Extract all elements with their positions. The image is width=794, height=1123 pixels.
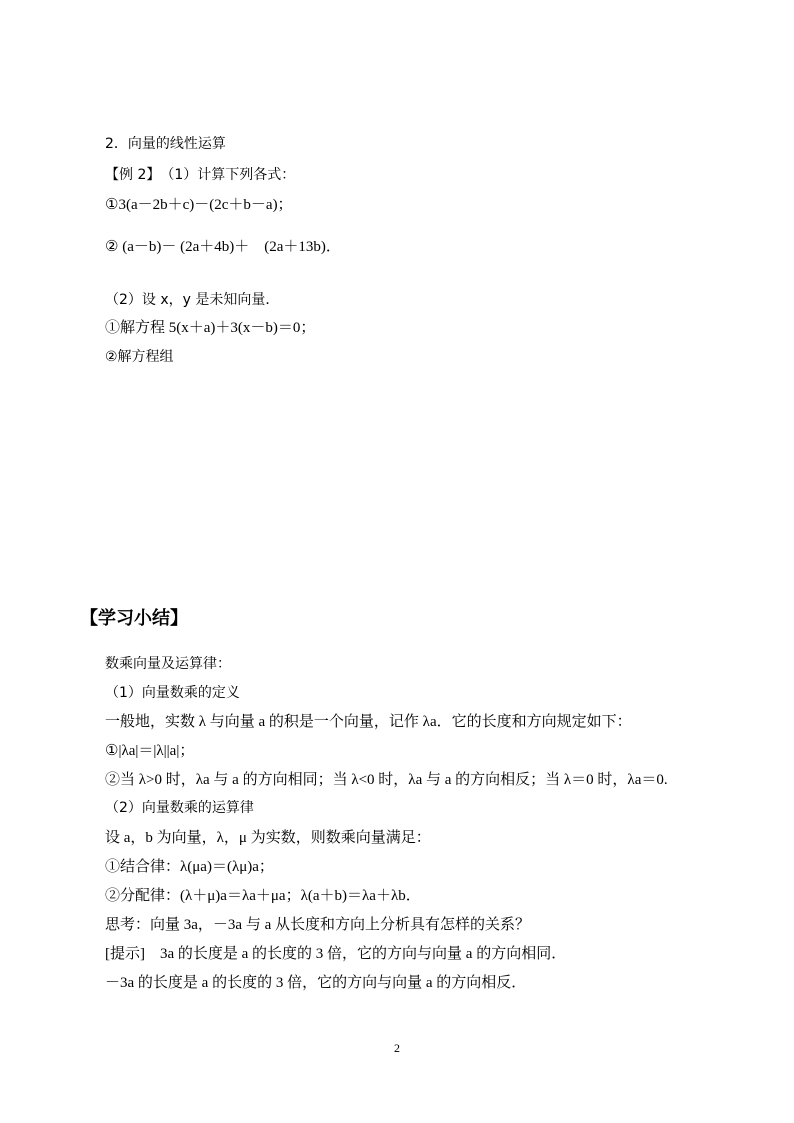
rule-1: ①|λa|＝|λ||a|； [105, 743, 195, 759]
hint-1: [提示] 3a 的长度是 a 的长度的 3 倍，它的方向与向量 a 的方向相同． [105, 946, 567, 962]
definition-text: 一般地，实数 λ 与向量 a 的积是一个向量，记作 λa．它的长度和方向规定如下： [105, 714, 632, 730]
equation-3: ①解方程 5(x＋a)＋3(x－b)＝0； [105, 320, 316, 336]
summary-heading: 【学习小结】 [80, 608, 188, 629]
equation-2: ② (a－b)－ (2a＋4b)＋ (2a＋13b)． [105, 239, 341, 255]
think-question: 思考：向量 3a，－3a 与 a 从长度和方向上分析具有怎样的关系？ [105, 917, 530, 933]
definition-title: （1）向量数乘的定义 [105, 685, 240, 701]
hint-2: －3a 的长度是 a 的长度的 3 倍，它的方向与向量 a 的方向相反． [105, 975, 527, 991]
law-1: ①结合律：λ(μa)＝(λμ)a； [105, 859, 274, 875]
law-2: ②分配律：(λ＋μ)a＝λa＋μa；λ(a＋b)＝λa＋λb． [105, 888, 421, 904]
section-title: 2．向量的线性运算 [105, 136, 226, 152]
equation-4: ②解方程组 [105, 349, 174, 365]
page-number: 2 [394, 1041, 400, 1055]
rule-2: ②当 λ>0 时，λa 与 a 的方向相同；当 λ<0 时，λa 与 a 的方向相反；当 λ＝0 时，λa＝0. [105, 772, 668, 788]
equation-1: ①3(a－2b＋c)－(2c＋b－a)； [105, 197, 293, 213]
law-title: （2）向量数乘的运算律 [105, 800, 254, 816]
part-2-text: （2）设 x，y 是未知向量． [105, 292, 280, 308]
law-text: 设 a，b 为向量，λ，μ 为实数，则数乘向量满足： [105, 830, 431, 846]
summary-intro: 数乘向量及运算律： [105, 656, 231, 672]
example-label: 【例 2】 （1）计算下列各式： [105, 167, 296, 183]
